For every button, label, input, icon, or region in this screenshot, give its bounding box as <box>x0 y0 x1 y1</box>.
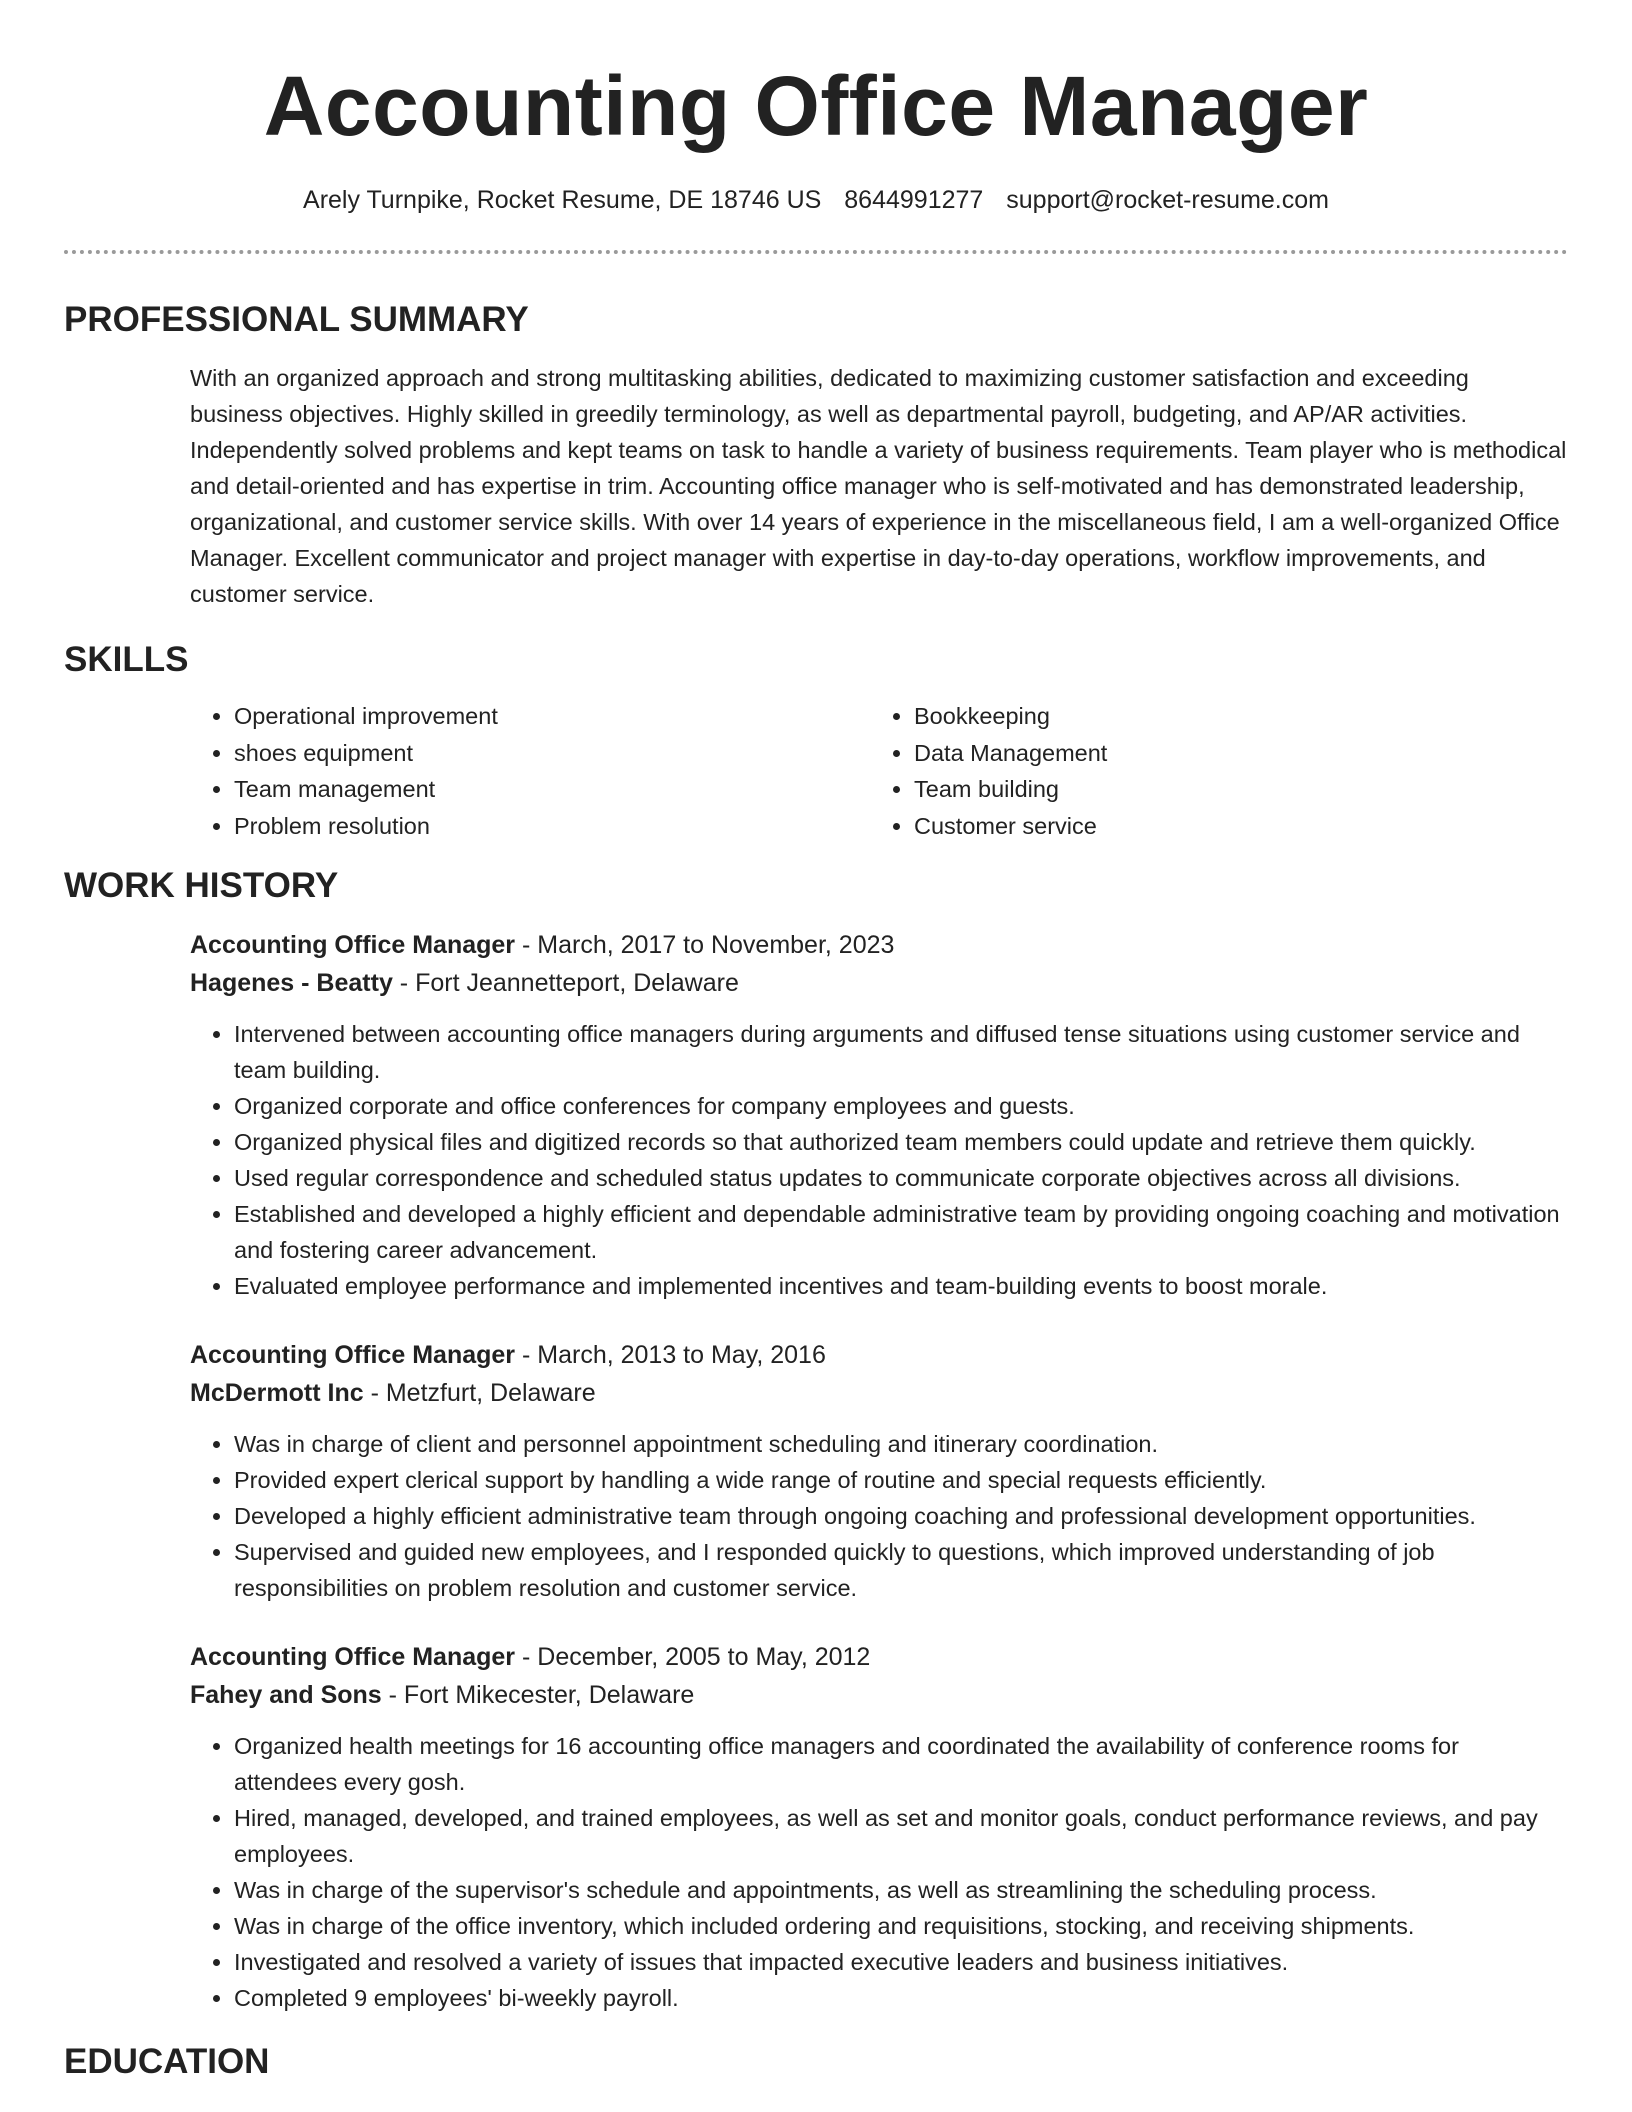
skill-item: • Operational improvement <box>234 698 870 735</box>
job-bullet: • Supervised and guided new employees, and I responded quickly to questions, which improved understanding of job responsibilities on problem resolution and customer service. <box>234 1534 1568 1606</box>
job-title: Accounting Office Manager <box>190 931 516 959</box>
job-bullet: • Organized corporate and office conferences for company employees and guests. <box>234 1088 1568 1124</box>
job-entry <box>190 1638 1568 2016</box>
job-location: - Fort Jeannetteport, Delaware <box>392 969 739 997</box>
job-location: - Metzfurt, Delaware <box>363 1379 596 1407</box>
contact-line <box>64 184 1568 216</box>
job-company: McDermott Inc <box>190 1379 364 1407</box>
skill-item: • Problem resolution <box>234 808 870 845</box>
job-responsibilities <box>190 1728 1568 2016</box>
work-history-heading: WORK HISTORY <box>64 866 339 905</box>
header-divider <box>64 250 1568 254</box>
skills-list <box>190 698 1568 844</box>
contact-address: Arely Turnpike, Rocket Resume, DE 18746 US <box>303 186 822 214</box>
job-bullet: • Completed 9 employees' bi-weekly payroll. <box>234 1980 1568 2016</box>
resume-title: Accounting Office Manager <box>263 59 1369 153</box>
job-bullet: • Organized physical files and digitized records so that authorized team members could update and retrieve them quickly. <box>234 1124 1568 1160</box>
job-entry <box>190 1336 1568 1606</box>
job-title-line <box>190 926 1568 964</box>
summary-text: With an organized approach and strong multitasking abilities, dedicated to maximizing customer satisfaction and exceeding business objectives. Highly skilled in greedily terminology, as well as departmental payroll, budgeting, and AP/AR activities. Independently solved problems and kept teams on task to handle a variety of business requirements. Team player who is methodical and detail-oriented and has expertise in trim. Accounting office manager who is self-motivated and has demonstrated leadership, organizational, and customer service skills. With over 14 years of experience in the miscellaneous field, I am a well-organized Office Manager. Excellent communicator and project manager with expertise in day-to-day operations, workflow improvements, and customer service. <box>190 365 1567 607</box>
skill-item: • shoes equipment <box>234 735 870 772</box>
job-bullet: • Was in charge of the supervisor's schedule and appointments, as well as streamlining the scheduling process. <box>234 1872 1568 1908</box>
job-bullet: • Investigated and resolved a variety of issues that impacted executive leaders and business initiatives. <box>234 1944 1568 1980</box>
job-bullet: • Provided expert clerical support by handling a wide range of routine and special requests efficiently. <box>234 1462 1568 1498</box>
job-bullet: • Developed a highly efficient administrative team through ongoing coaching and professional development opportunities. <box>234 1498 1568 1534</box>
job-title: Accounting Office Manager <box>190 1643 516 1671</box>
job-bullet: • Organized health meetings for 16 accounting office managers and coordinated the availability of conference rooms for attendees every gosh. <box>234 1728 1568 1800</box>
skills-heading: SKILLS <box>64 640 189 679</box>
skills-column-right <box>870 698 1550 844</box>
job-company-line <box>190 1374 1568 1412</box>
contact-email: support@rocket-resume.com <box>1006 186 1329 214</box>
job-dates: - March, 2017 to November, 2023 <box>515 931 895 959</box>
skill-item: • Data Management <box>914 735 1550 772</box>
job-bullet: • Used regular correspondence and scheduled status updates to communicate corporate objectives across all divisions. <box>234 1160 1568 1196</box>
job-bullet: • Established and developed a highly efficient and dependable administrative team by providing ongoing coaching and motivation and fostering career advancement. <box>234 1196 1568 1268</box>
job-bullet: • Intervened between accounting office managers during arguments and diffused tense situations using customer service and team building. <box>234 1016 1568 1088</box>
skill-item: • Team building <box>914 771 1550 808</box>
job-bullet: • Was in charge of client and personnel appointment scheduling and itinerary coordination. <box>234 1426 1568 1462</box>
job-title: Accounting Office Manager <box>190 1341 516 1369</box>
job-responsibilities <box>190 1016 1568 1304</box>
job-title-line <box>190 1638 1568 1676</box>
education-heading: EDUCATION <box>64 2042 270 2081</box>
skill-item: • Customer service <box>914 808 1550 845</box>
job-company-line <box>190 964 1568 1002</box>
skill-item: • Team management <box>234 771 870 808</box>
job-location: - Fort Mikecester, Delaware <box>381 1681 695 1709</box>
job-dates: - December, 2005 to May, 2012 <box>515 1643 871 1671</box>
skills-column-left <box>190 698 870 844</box>
skill-item: • Bookkeeping <box>914 698 1550 735</box>
job-entry <box>190 926 1568 1304</box>
job-dates: - March, 2013 to May, 2016 <box>515 1341 826 1369</box>
contact-phone: 8644991277 <box>844 186 984 214</box>
job-bullet: • Was in charge of the office inventory, which included ordering and requisitions, stocking, and receiving shipments. <box>234 1908 1568 1944</box>
summary-heading: PROFESSIONAL SUMMARY <box>64 300 529 339</box>
job-responsibilities <box>190 1426 1568 1606</box>
job-title-line <box>190 1336 1568 1374</box>
job-bullet: • Hired, managed, developed, and trained employees, as well as set and monitor goals, conduct performance reviews, and pay employees. <box>234 1800 1568 1872</box>
job-company-line <box>190 1676 1568 1714</box>
job-company: Fahey and Sons <box>190 1681 382 1709</box>
resume-page <box>64 0 1568 2084</box>
job-company: Hagenes - Beatty <box>190 969 393 997</box>
job-bullet: • Evaluated employee performance and implemented incentives and team-building events to boost morale. <box>234 1268 1568 1304</box>
